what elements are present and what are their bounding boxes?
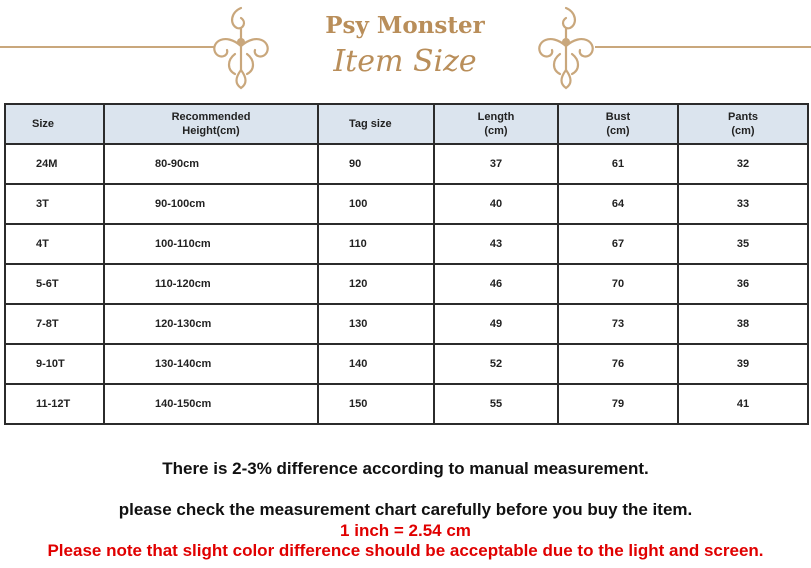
table-cell: 140: [318, 344, 434, 384]
inch-conversion-note: 1 inch = 2.54 cm: [340, 521, 471, 540]
table-row: [5, 384, 808, 424]
table-cell: 24M: [5, 144, 104, 184]
table-body: [5, 144, 808, 424]
table-cell: 5-6T: [5, 264, 104, 304]
table-row: [5, 344, 808, 384]
column-header: Tag size: [318, 104, 434, 144]
table-cell: 52: [434, 344, 558, 384]
table-cell: 49: [434, 304, 558, 344]
column-header: Recommended Height(cm): [104, 104, 318, 144]
table-cell: 39: [678, 344, 808, 384]
column-header: Length (cm): [434, 104, 558, 144]
table-cell: 35: [678, 224, 808, 264]
right-divider-line: [595, 46, 811, 48]
left-fleur-ornament-icon: [205, 2, 277, 90]
table-cell: 46: [434, 264, 558, 304]
table-cell: 130: [318, 304, 434, 344]
table-row: [5, 224, 808, 264]
table-cell: 150: [318, 384, 434, 424]
column-header: Size: [5, 104, 104, 144]
table-cell: 7-8T: [5, 304, 104, 344]
column-header: Bust (cm): [558, 104, 678, 144]
table-cell: 41: [678, 384, 808, 424]
table-cell: 120: [318, 264, 434, 304]
table-cell: 61: [558, 144, 678, 184]
table-cell: 32: [678, 144, 808, 184]
page-subtitle: Item Size: [333, 44, 477, 79]
table-cell: 100: [318, 184, 434, 224]
table-cell: 43: [434, 224, 558, 264]
table-cell: 100-110cm: [104, 224, 318, 264]
table-header-row: [5, 104, 808, 144]
table-cell: 90-100cm: [104, 184, 318, 224]
table-cell: 140-150cm: [104, 384, 318, 424]
table-row: [5, 184, 808, 224]
table-cell: 73: [558, 304, 678, 344]
table-cell: 36: [678, 264, 808, 304]
table-cell: 76: [558, 344, 678, 384]
table-cell: 90: [318, 144, 434, 184]
check-chart-note: please check the measurement chart carefully before you buy the item.: [118, 500, 693, 519]
size-chart-table: [4, 103, 809, 425]
left-divider-line: [0, 46, 215, 48]
table-cell: 37: [434, 144, 558, 184]
table-cell: 33: [678, 184, 808, 224]
table-cell: 3T: [5, 184, 104, 224]
table-cell: 110: [318, 224, 434, 264]
table-cell: 80-90cm: [104, 144, 318, 184]
table-cell: 38: [678, 304, 808, 344]
table-cell: 9-10T: [5, 344, 104, 384]
table-cell: 40: [434, 184, 558, 224]
table-cell: 79: [558, 384, 678, 424]
table-row: [5, 264, 808, 304]
table-row: [5, 144, 808, 184]
column-header: Pants (cm): [678, 104, 808, 144]
color-difference-note: Please note that slight color difference should be acceptable due to the light and screen.: [47, 541, 764, 560]
brand-title: Psy Monster: [325, 12, 485, 39]
measurement-note: There is 2-3% difference according to manual measurement.: [162, 459, 649, 478]
table-cell: 55: [434, 384, 558, 424]
header: [0, 0, 811, 100]
table-cell: 4T: [5, 224, 104, 264]
table-cell: 11-12T: [5, 384, 104, 424]
right-fleur-ornament-icon: [530, 2, 602, 90]
table-cell: 110-120cm: [104, 264, 318, 304]
table-cell: 64: [558, 184, 678, 224]
table-cell: 120-130cm: [104, 304, 318, 344]
table-cell: 70: [558, 264, 678, 304]
table-row: [5, 304, 808, 344]
table-cell: 67: [558, 224, 678, 264]
table-cell: 130-140cm: [104, 344, 318, 384]
